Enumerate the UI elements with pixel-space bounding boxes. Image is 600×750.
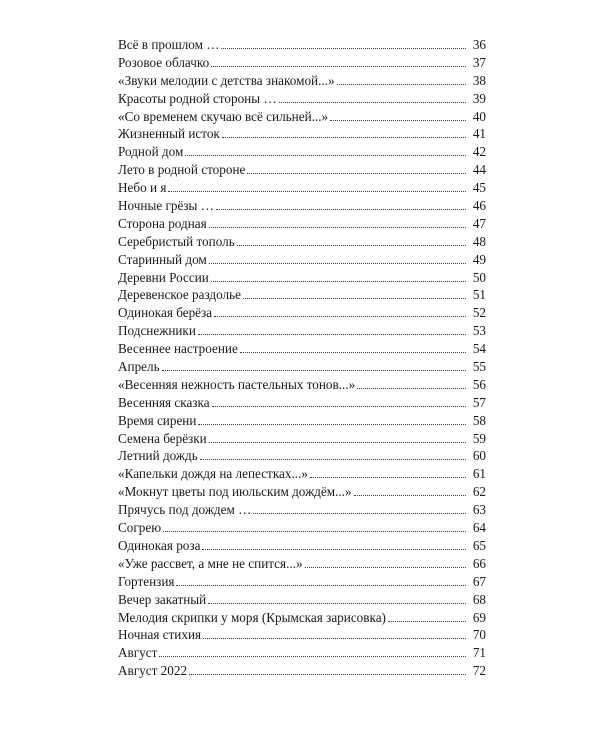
toc-entry — [118, 626, 486, 644]
toc-entry-title: Согрею — [118, 520, 162, 536]
dot-leader — [243, 298, 466, 299]
toc-entry — [118, 662, 486, 680]
dot-leader — [279, 102, 466, 103]
toc-entry-page-number: 36 — [472, 37, 486, 52]
toc-entry-page-number: 42 — [472, 144, 486, 160]
toc-entry — [118, 447, 486, 465]
toc-entry-title: Одинокая роза — [118, 537, 201, 553]
toc-entry-page-number: 37 — [472, 54, 486, 70]
dot-leader — [212, 406, 466, 407]
toc-entry — [118, 215, 486, 233]
toc-entry-title: Серебристый тополь — [118, 233, 235, 249]
dot-leader — [208, 603, 466, 604]
toc-entry — [118, 609, 486, 627]
toc-entry-page-number: 46 — [472, 198, 486, 214]
toc-entry-page-number: 71 — [472, 645, 486, 661]
toc-entry — [118, 394, 486, 412]
toc-entry-title: Летний дождь — [118, 448, 198, 464]
dot-leader — [357, 388, 466, 389]
dot-leader — [388, 621, 466, 622]
toc-entry-page-number: 39 — [472, 90, 486, 106]
toc-entry-page-number: 49 — [472, 251, 486, 267]
toc-entry — [118, 358, 486, 376]
toc-entry-title: Деревенское раздолье — [118, 287, 242, 303]
toc-entry-page-number: 70 — [472, 627, 486, 643]
toc-entry — [118, 465, 486, 483]
toc-entry — [118, 90, 486, 108]
dot-leader — [222, 137, 466, 138]
toc-entry — [118, 483, 486, 501]
toc-entry — [118, 286, 486, 304]
toc-entry-page-number: 50 — [472, 269, 486, 285]
toc-entry-title: «Уже рассвет, а мне не спится...» — [118, 555, 303, 571]
toc-entry-title: Ночная стихия — [118, 627, 202, 643]
toc-entry-page-number: 45 — [472, 180, 486, 196]
toc-entry-title: Вечер закатный — [118, 591, 207, 607]
toc-entry-page-number: 66 — [472, 555, 486, 571]
toc-entry-title: Деревни России — [118, 269, 209, 285]
toc-entry-page-number: 60 — [472, 448, 486, 464]
toc-entry-page-number: 64 — [472, 520, 486, 536]
toc-entry — [118, 519, 486, 537]
dot-leader — [237, 245, 466, 246]
dot-leader — [240, 352, 466, 353]
toc-entry-page-number: 63 — [472, 502, 486, 518]
dot-leader — [221, 48, 466, 49]
toc-entry — [118, 108, 486, 126]
toc-entry — [118, 125, 486, 143]
toc-entry — [118, 269, 486, 287]
dot-leader — [203, 638, 466, 639]
toc-entry — [118, 644, 486, 662]
toc-entry-page-number: 52 — [472, 305, 486, 321]
toc-entry — [118, 143, 486, 161]
toc-entry-page-number: 54 — [472, 341, 486, 357]
toc-entry-page-number: 62 — [472, 484, 486, 500]
toc-entry — [118, 251, 486, 269]
dot-leader — [354, 495, 466, 496]
toc-entry — [118, 573, 486, 591]
toc-entry-page-number: 56 — [472, 376, 486, 392]
toc-entry-title: Небо и я — [118, 180, 167, 196]
toc-entry-page-number: 48 — [472, 233, 486, 249]
toc-entry-page-number: 41 — [472, 126, 486, 142]
toc-entry — [118, 591, 486, 609]
toc-entry-title: Ночные грёзы … — [118, 198, 214, 214]
toc-entry — [118, 412, 486, 430]
toc-entry-title: Гортензия — [118, 573, 175, 589]
dot-leader — [305, 567, 466, 568]
toc-entry-title: Одинокая берёза — [118, 305, 213, 321]
toc-entry-page-number: 65 — [472, 537, 486, 553]
dot-leader — [247, 173, 466, 174]
toc-entry-page-number: 57 — [472, 394, 486, 410]
toc-entry-page-number: 55 — [472, 359, 486, 375]
toc-entry-title: Старинный дом — [118, 251, 207, 267]
dot-leader — [253, 513, 466, 514]
dot-leader — [337, 84, 466, 85]
toc-entry-title: Время сирени — [118, 412, 197, 428]
dot-leader — [163, 531, 466, 532]
toc-entry — [118, 555, 486, 573]
dot-leader — [176, 585, 466, 586]
toc-entry — [118, 430, 486, 448]
dot-leader — [310, 477, 466, 478]
toc-entry — [118, 376, 486, 394]
toc-entry — [118, 340, 486, 358]
dot-leader — [214, 316, 466, 317]
dot-leader — [216, 209, 466, 210]
toc-entry-title: Август — [118, 645, 158, 661]
toc-entry — [118, 197, 486, 215]
toc-entry-title: Август 2022 — [118, 663, 188, 679]
toc-entry — [118, 537, 486, 555]
dot-leader — [211, 281, 466, 282]
toc-entry — [118, 322, 486, 340]
toc-entry-page-number: 69 — [472, 609, 486, 625]
toc-entry-page-number: 44 — [472, 162, 486, 178]
dot-leader — [202, 549, 466, 550]
dot-leader — [162, 370, 466, 371]
toc-entry-title: Семена берёзки — [118, 430, 207, 446]
toc-entry — [118, 501, 486, 519]
toc-entry — [118, 54, 486, 72]
dot-leader — [185, 155, 466, 156]
toc-entry — [118, 233, 486, 251]
toc-entry-title: «Звуки мелодии с детства знакомой...» — [118, 72, 335, 88]
toc-entry-title: Жизненный исток — [118, 126, 220, 142]
toc-entry-page-number: 53 — [472, 323, 486, 339]
toc-entry-title: Сторона родная — [118, 215, 207, 231]
toc-entry-page-number: 68 — [472, 591, 486, 607]
toc-entry — [118, 304, 486, 322]
table-of-contents — [118, 36, 486, 680]
dot-leader — [168, 191, 466, 192]
toc-entry-page-number: 58 — [472, 412, 486, 428]
dot-leader — [330, 120, 466, 121]
toc-entry — [118, 179, 486, 197]
toc-entry-page-number: 40 — [472, 108, 486, 124]
dot-leader — [189, 674, 466, 675]
toc-entry-page-number: 47 — [472, 215, 486, 231]
dot-leader — [200, 459, 466, 460]
toc-entry-page-number: 38 — [472, 72, 486, 88]
dot-leader — [209, 263, 466, 264]
toc-entry — [118, 72, 486, 90]
toc-entry-page-number: 72 — [472, 663, 486, 679]
toc-entry-title: Лето в родной стороне — [118, 162, 246, 178]
toc-entry-title: Родной дом — [118, 144, 184, 160]
toc-entry-title: Розовое облачко — [118, 54, 210, 70]
toc-entry — [118, 36, 486, 54]
toc-entry-title: Прячусь под дождем … — [118, 502, 252, 518]
toc-entry-title: Всё в прошлом … — [118, 37, 220, 52]
toc-entry — [118, 161, 486, 179]
toc-entry-page-number: 61 — [472, 466, 486, 482]
toc-entry-title: «Со временем скучаю всё сильней...» — [118, 108, 329, 124]
toc-entry-title: Мелодия скрипки у моря (Крымская зарисовка) — [118, 609, 386, 625]
toc-entry-title: Апрель — [118, 359, 160, 375]
toc-entry-title: Весеннее настроение — [118, 341, 238, 357]
dot-leader — [211, 66, 466, 67]
dot-leader — [209, 442, 466, 443]
toc-entry-title: «Капельки дождя на лепестках...» — [118, 466, 308, 482]
toc-entry-title: Весенняя сказка — [118, 394, 210, 410]
dot-leader — [209, 227, 466, 228]
toc-entry-title: «Весенняя нежность пастельных тонов...» — [118, 376, 356, 392]
toc-entry-page-number: 67 — [472, 573, 486, 589]
dot-leader — [159, 656, 466, 657]
toc-entry-page-number: 51 — [472, 287, 486, 303]
toc-entry-title: «Мокнут цветы под июльским дождём...» — [118, 484, 352, 500]
dot-leader — [198, 424, 466, 425]
toc-entry-page-number: 59 — [472, 430, 486, 446]
toc-entry-title: Подснежники — [118, 323, 196, 339]
dot-leader — [198, 334, 466, 335]
toc-entry-title: Красоты родной стороны … — [118, 90, 277, 106]
